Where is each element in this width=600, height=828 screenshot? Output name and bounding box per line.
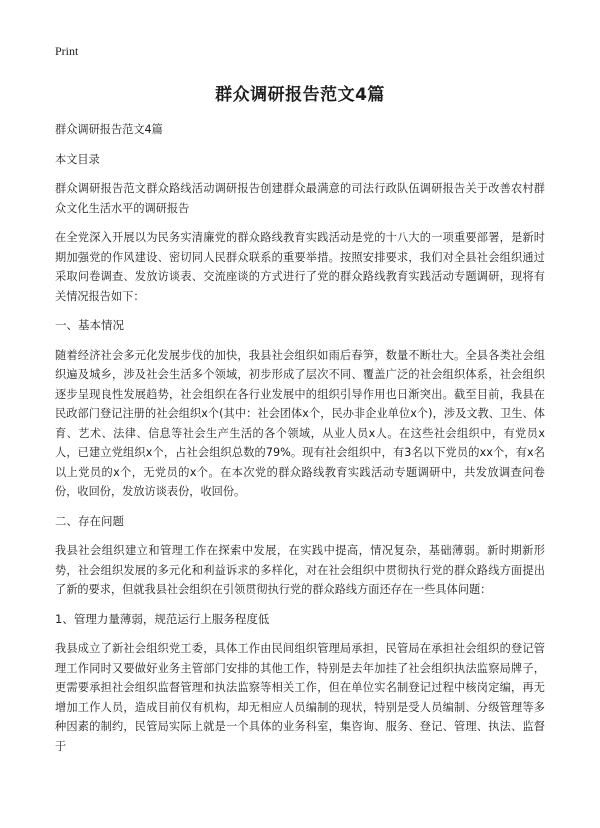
print-link[interactable]: Print	[55, 44, 79, 58]
section1-heading: 一、基本情况	[55, 318, 124, 332]
subsection1-heading: 1、管理力量薄弱，规范运行上服务程度低	[55, 611, 270, 626]
document-body	[55, 120, 545, 766]
intro-paragraph: 在全党深入开展以为民务实清廉党的群众路线教育实践活动是党的十八大的一项重要部署，是新时期加强党的作风建设、密切同人民群众联系的重要举措。按照安排要求，我们对全县社会组织通过采取问卷调查、发放访谈表、交流座谈的方式进行了党的群众路线教育实践活动专题调研，现将有关情况报告如下：	[55, 231, 545, 303]
toc-text: 群众调研报告范文群众路线活动调研报告创建群众最满意的司法行政队伍调研报告关于改善农村群众文化生活水平的调研报告	[55, 182, 545, 215]
document-title: 群众调研报告范文4篇	[215, 85, 385, 105]
section1-paragraph: 随着经济社会多元化发展步伐的加快，我县社会组织如雨后春笋，数量不断壮大。全县各类社会组织遍及城乡，涉及社会生活多个领域，初步形成了层次不同、覆盖广泛的社会组织体系，社会组织逐步呈现良性发展趋势，社会组织在各行业发展中的组织引导作用也日渐突出。截至目前，我县在民政部门登记注册的社会组织x个(其中：社会团体x个，民办非企业单位x个)，涉及文教、卫生、体育、艺术、法律、信息等社会生产生活的各个领域，从业人员x人。在这些社会组织中，有党员x人，已建立党组织x个，占社会组织总数的79%。现有社会组织中，有3名以下党员的xx个，有x名以上党员的x个，无党员的x个。在本次党的群众路线教育实践活动专题调研中，共发放调查问卷份，收回份，发放访谈表份，收回份。	[55, 348, 545, 498]
document-subtitle: 群众调研报告范文4篇	[55, 123, 163, 136]
toc-heading: 本文目录	[55, 152, 100, 166]
subsection1-paragraph: 我县成立了新社会组织党工委，具体工作由民间组织管理局承担，民管局在承担社会组织的登记管理工作同时又要做好业务主管部门安排的其他工作，特别是去年加挂了社会组织执法监察局牌子，更需要承担社会组织监督管理和执法监察等相关工作，但在单位实名制登记过程中核岗定编，再无增加工作人员，造成目前仅有机构，却无相应人员编制的现状，特别是受人员编制、分级管理等多种因素的制约，民管局实际上就是一个具体的业务科室，集咨询、服务、登记、管理、执法、监督于	[55, 642, 545, 753]
section2-paragraph: 我县社会组织建立和管理工作在探索中发展，在实践中提高，情况复杂，基础薄弱。新时期新形势，社会组织发展的多元化和利益诉求的多样化，对在社会组织中贯彻执行党的群众路线方面提出了新的要求，但就我县社会组织在引领贯彻执行党的群众路线方面还存在一些具体问题：	[55, 544, 545, 596]
section2-heading: 二、存在问题	[55, 513, 124, 528]
